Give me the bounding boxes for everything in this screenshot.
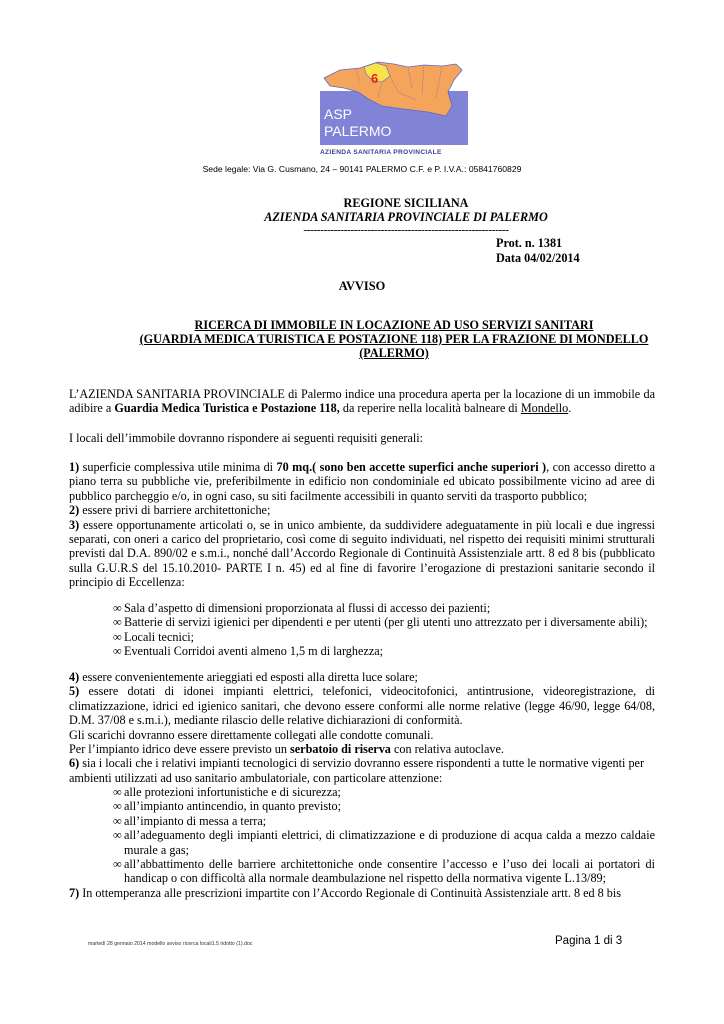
req3-line-2: separati, con oneri a carico del proprietario, così come di seguito individuati, nel rispetto dei requisiti minimi strutturali	[69, 532, 655, 547]
req7-text: In ottemperanza alle prescrizioni impartite con l’Accordo Regionale di Continuità Assistenziale artt. 8 ed 8 bis	[79, 886, 621, 900]
bullet-text-line: handicap o con difficoltà alla normale deambulazione nel rispetto della normativa vigente L.13/89;	[124, 871, 607, 886]
req5-line-2: climatizzazione, idrici ed igienico sanitari, che devono essere conformi alle norme relative (legge 46/90, legge 64/08,	[69, 698, 655, 713]
bullet-text: all’impianto antincendio, in quanto previsto;	[124, 799, 341, 814]
req3-line-1	[69, 518, 655, 532]
list-item	[113, 828, 655, 857]
req5-line-4: Gli scarichi dovranno essere direttamente collegati alle condotte comunali.	[69, 727, 434, 742]
region-heading: REGIONE SICILIANA	[343, 196, 469, 210]
footer-filename: martedì 28 gennaio 2014 modello avviso ricerca locali1.5 ridotto (1).doc	[88, 941, 253, 947]
page-number: Pagina 1 di 3	[555, 935, 623, 947]
req4-text: essere convenientemente arieggiati ed esposti alla diretta luce solare;	[79, 670, 418, 684]
req4-line	[69, 670, 655, 684]
logo-number: 6	[371, 71, 379, 86]
req3-line-5: principio di Eccellenza:	[69, 575, 185, 590]
title-line-2: (GUARDIA MEDICA TURISTICA E POSTAZIONE 118) PER LA FRAZIONE DI MONDELLO	[139, 332, 649, 346]
structural-bullets	[113, 601, 673, 659]
req4-number: 4)	[69, 670, 80, 684]
req1-line-1	[69, 460, 655, 474]
req5-text-e: Per l’impianto idrico deve essere previsto un	[69, 742, 291, 757]
req1-text-b: , con accesso diretto a	[546, 460, 655, 474]
notice-heading: AVVISO	[338, 279, 386, 293]
bullet-icon: ∞	[113, 857, 122, 872]
bullet-icon: ∞	[113, 799, 122, 814]
bullet-text: Eventuali Corridoi aventi almeno 1,5 m di larghezza;	[124, 644, 384, 659]
intro-line-1: L’AZIENDA SANITARIA PROVINCIALE di Palermo indice una procedura aperta per la locazione di un immobile da	[69, 387, 655, 401]
bullet-text-line: murale a gas;	[124, 842, 189, 857]
list-item	[113, 814, 655, 828]
list-item	[113, 601, 673, 615]
list-item	[113, 615, 673, 629]
req7-number: 7)	[69, 886, 80, 900]
req1-line-2: piano terra su pubbliche vie, preferibilmente in edificio non condominiale ed ubicato possibilmente vicino ad aree di	[69, 474, 655, 489]
req2-number: 2)	[69, 503, 80, 518]
intro-paragraph	[69, 387, 655, 416]
protocol-number: Prot. n. 1381	[496, 236, 563, 250]
req5-bold-reservoir: serbatoio di riserva	[290, 742, 391, 757]
req6-line-2: ambienti utilizzati ad uso sanitario ambulatoriale, con particolare attenzione:	[69, 770, 443, 785]
list-item	[113, 785, 655, 799]
bullet-icon: ∞	[113, 601, 122, 615]
req7-line	[69, 886, 655, 900]
req5-line-3: D.M. 37/08 e s.m.i.), mediante rilascio delle relative dichiarazioni di conformità.	[69, 713, 463, 728]
title-line-3: (PALERMO)	[359, 346, 429, 360]
bullet-icon: ∞	[113, 629, 122, 644]
req5-number: 5)	[69, 684, 80, 699]
requirements-intro: I locali dell’immobile dovranno rispondere ai seguenti requisiti generali:	[69, 431, 424, 445]
list-item	[113, 799, 655, 813]
req5-text-f: con relativa autoclave.	[390, 742, 504, 757]
req1-number: 1)	[69, 460, 80, 474]
bullet-text: alle protezioni infortunistiche e di sicurezza;	[124, 785, 341, 799]
sicily-map-graphic	[316, 58, 472, 158]
legal-address: Sede legale: Via G. Cusmano, 24 – 90141 PALERMO C.F. e P. I.V.A.: 05841760829	[202, 164, 522, 174]
agency-heading: AZIENDA SANITARIA PROVINCIALE DI PALERMO	[264, 210, 548, 224]
bullet-text: Locali tecnici;	[124, 629, 195, 644]
intro-line-2	[69, 401, 655, 415]
separator-dashes: -------------------------------------------------------------	[303, 224, 509, 236]
req5-text-a: essere dotati di idonei impianti elettrici, telefonici, videocitofonici, antintrusione, videoregistrazione, di	[79, 684, 655, 699]
bullet-icon: ∞	[113, 644, 122, 659]
req5-line-1	[69, 684, 655, 698]
intro-period: .	[568, 401, 572, 416]
req1-bold-area: 70 mq.( sono ben accette superfici anche superiori )	[276, 460, 547, 474]
req6-number: 6)	[69, 756, 80, 771]
title-line-1: RICERCA DI IMMOBILE IN LOCAZIONE AD USO SERVIZI SANITARI	[194, 318, 594, 332]
bullet-text-line	[113, 857, 655, 871]
req3-number: 3)	[69, 517, 80, 532]
bullet-icon: ∞	[113, 828, 122, 843]
req1-text-a: superficie complessiva utile minima di	[79, 460, 277, 474]
bullet-icon: ∞	[113, 813, 122, 828]
bullet-text-line	[113, 828, 655, 842]
intro-text-2: da reperire nella località balneare di	[339, 401, 521, 416]
bullet-text: all’abbattimento delle barriere architettoniche onde consentire l’accesso e l’uso dei locali ai portatori di	[124, 857, 655, 872]
req1-line-3: pubblico parcheggio e/o, in ogni caso, su siti facilmente accessibili in quanto serviti da trasporto pubblico;	[69, 488, 588, 503]
document-date: Data 04/02/2014	[496, 251, 580, 265]
bullet-text: Sala d’aspetto di dimensioni proporzionata al flussi di accesso dei pazienti;	[124, 601, 491, 615]
list-item	[113, 644, 673, 658]
req6-line-1	[69, 756, 655, 770]
requirements-block-2	[69, 670, 655, 785]
bullet-icon: ∞	[113, 785, 122, 799]
logo-subtitle: AZIENDA SANITARIA PROVINCIALE	[320, 149, 442, 156]
req5-line-5	[69, 742, 655, 756]
intro-bold-service: Guardia Medica Turistica e Postazione 118,	[114, 401, 340, 416]
logo-line2: PALERMO	[324, 123, 392, 139]
req3-line-3: previsti dal D.A. 890/02 e s.m.i., nonché dall’Accordo Regionale di Continuità Assistenziale artt. 8 ed 8 bis (pubblicato	[69, 546, 655, 561]
req2-text: essere privi di barriere architettoniche;	[79, 503, 271, 518]
intro-text: adibire a	[69, 401, 115, 416]
req3-text-a: essere opportunamente articolati o, se in unico ambiente, da suddividere adeguatamente in più locali e due ingressi	[79, 517, 655, 532]
list-item	[113, 857, 655, 886]
bullet-text: Batterie di servizi igienici per dipendenti e per utenti (per gli utenti uno attrezzato per i diversamente abili);	[124, 615, 648, 630]
intro-location: Mondello	[520, 401, 569, 416]
req6-text-a: sia i locali che i relativi impianti tecnologici di servizio dovranno essere rispondenti a tutte le normative vigenti per	[79, 756, 645, 771]
bullet-text: all’impianto di messa a terra;	[124, 813, 267, 828]
requirements-block-1	[69, 460, 655, 590]
logo-line1: ASP	[324, 106, 353, 122]
req2-line	[69, 503, 655, 517]
asp-palermo-logo	[316, 58, 472, 158]
req3-line-4: sulla G.U.R.S del 15.10.2010- PARTE I n. 45) ed al fine di favorire l’erogazione di prestazioni sanitarie secondo il	[69, 560, 655, 575]
plant-bullets	[113, 785, 655, 886]
bullet-text: all’adeguamento degli impianti elettrici, di climatizzazione e di produzione di acqua calda a mezzo caldaie	[124, 828, 655, 843]
list-item	[113, 630, 673, 644]
bullet-icon: ∞	[113, 615, 122, 630]
